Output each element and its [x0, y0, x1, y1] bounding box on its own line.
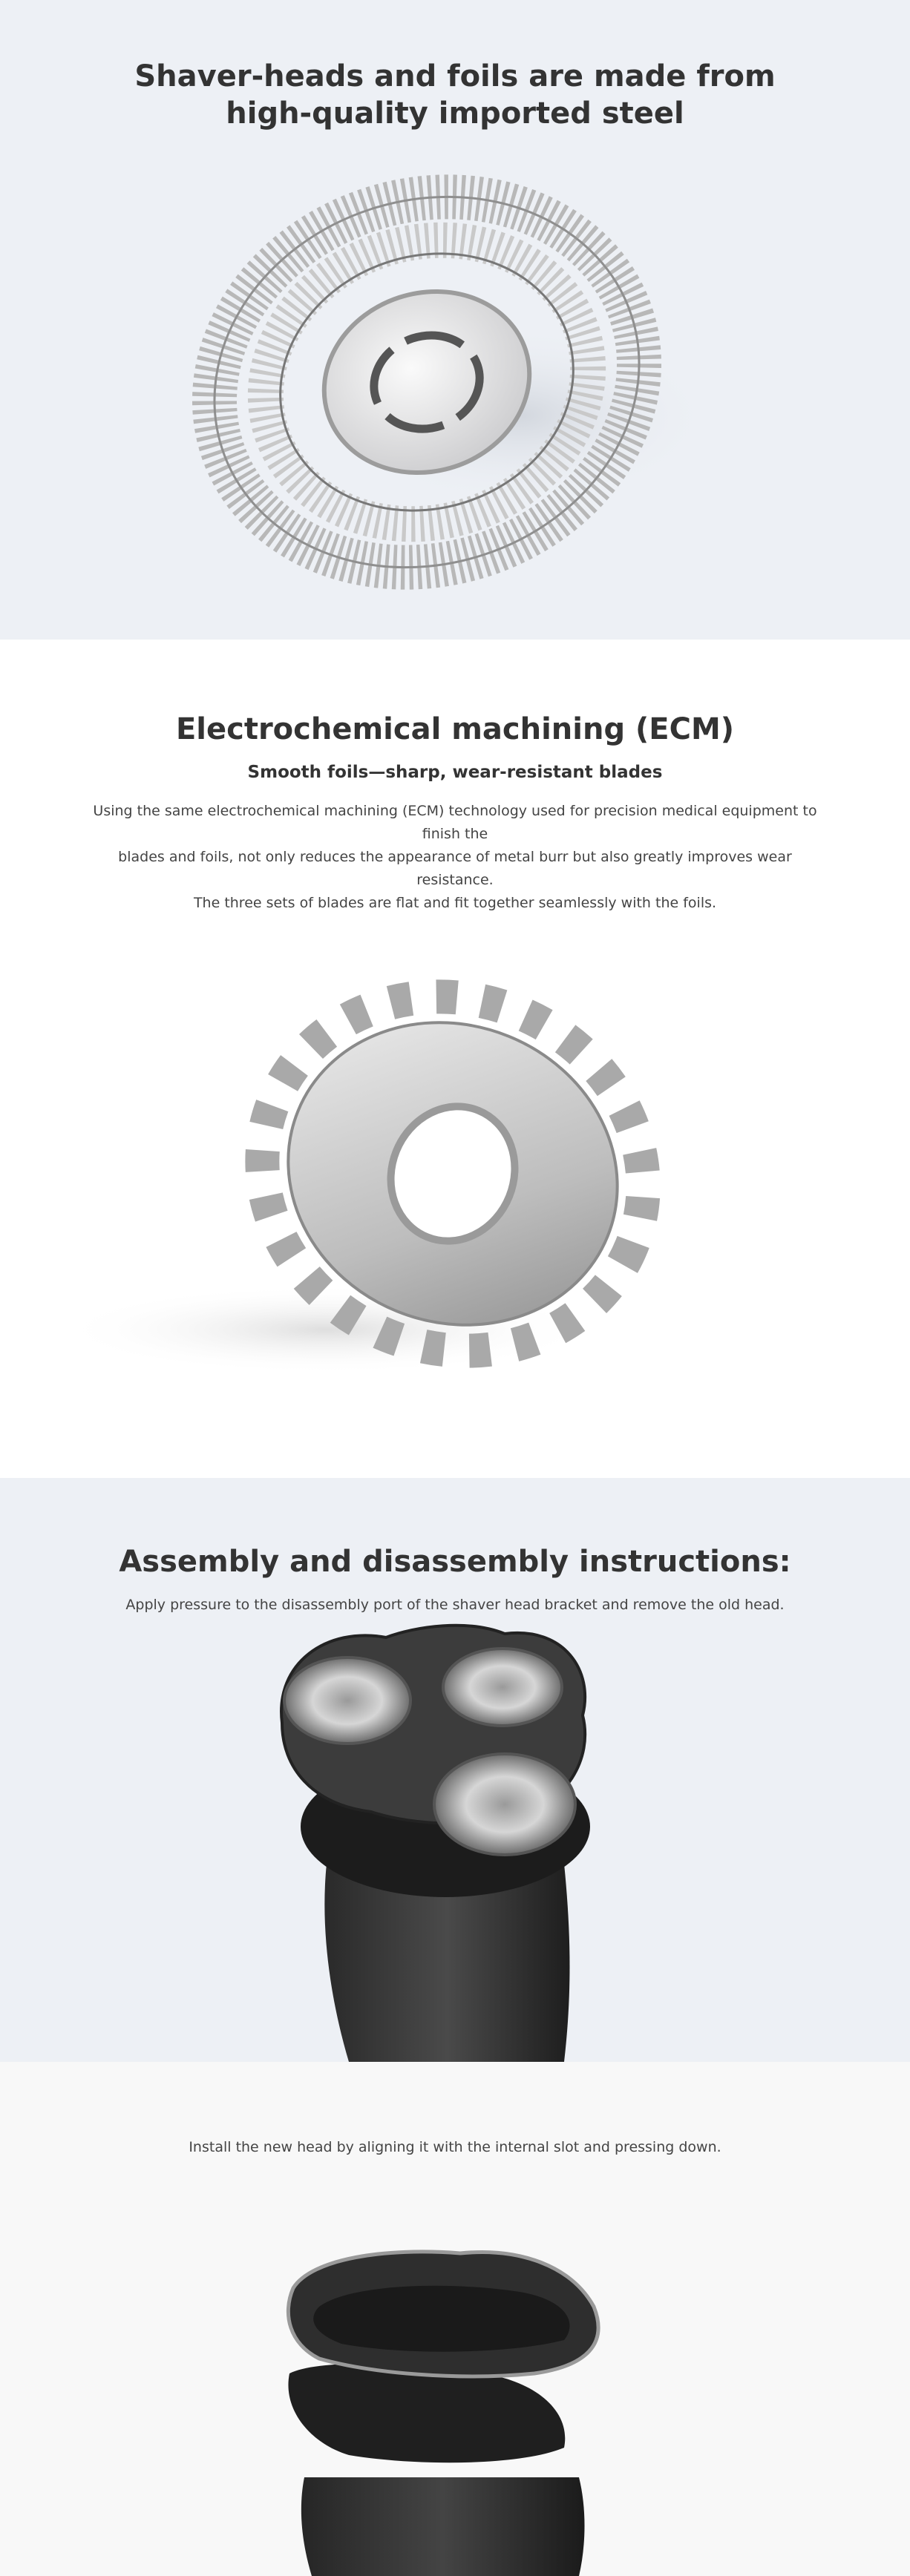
ecm-title: Electrochemical machining (ECM) — [175, 712, 735, 746]
ecm-section — [0, 640, 910, 1478]
foil-disc-image — [0, 0, 910, 640]
steel-title-line2: high-quality imported steel — [226, 96, 684, 131]
ecm-body-line2: blades and foils, not only reduces the appearance of metal burr but also greatly improves wear resistance. — [118, 849, 792, 888]
ecm-body-line3: The three sets of blades are flat and fit together seamlessly with the foils. — [193, 895, 717, 911]
install-section — [0, 2062, 910, 2576]
assembly-body: Apply pressure to the disassembly port of the shaver head bracket and remove the old head. — [125, 1597, 785, 1613]
shaver-install-image — [0, 2062, 910, 2576]
steel-title-line1: Shaver-heads and foils are made from — [134, 59, 776, 93]
assembly-title: Assembly and disassembly instructions: — [119, 1545, 791, 1579]
install-body: Install the new head by aligning it with the internal slot and pressing down. — [189, 2139, 721, 2155]
ecm-subtitle: Smooth foils—sharp, wear-resistant blades — [247, 763, 663, 782]
ecm-body-line1: Using the same electrochemical machining (ECM) technology used for precision medical equipment to finish the — [93, 803, 817, 842]
steel-section — [0, 0, 910, 640]
shaver-removal-image — [0, 1478, 910, 2062]
blade-assembly-image — [0, 640, 910, 1478]
assembly-section — [0, 1478, 910, 2062]
